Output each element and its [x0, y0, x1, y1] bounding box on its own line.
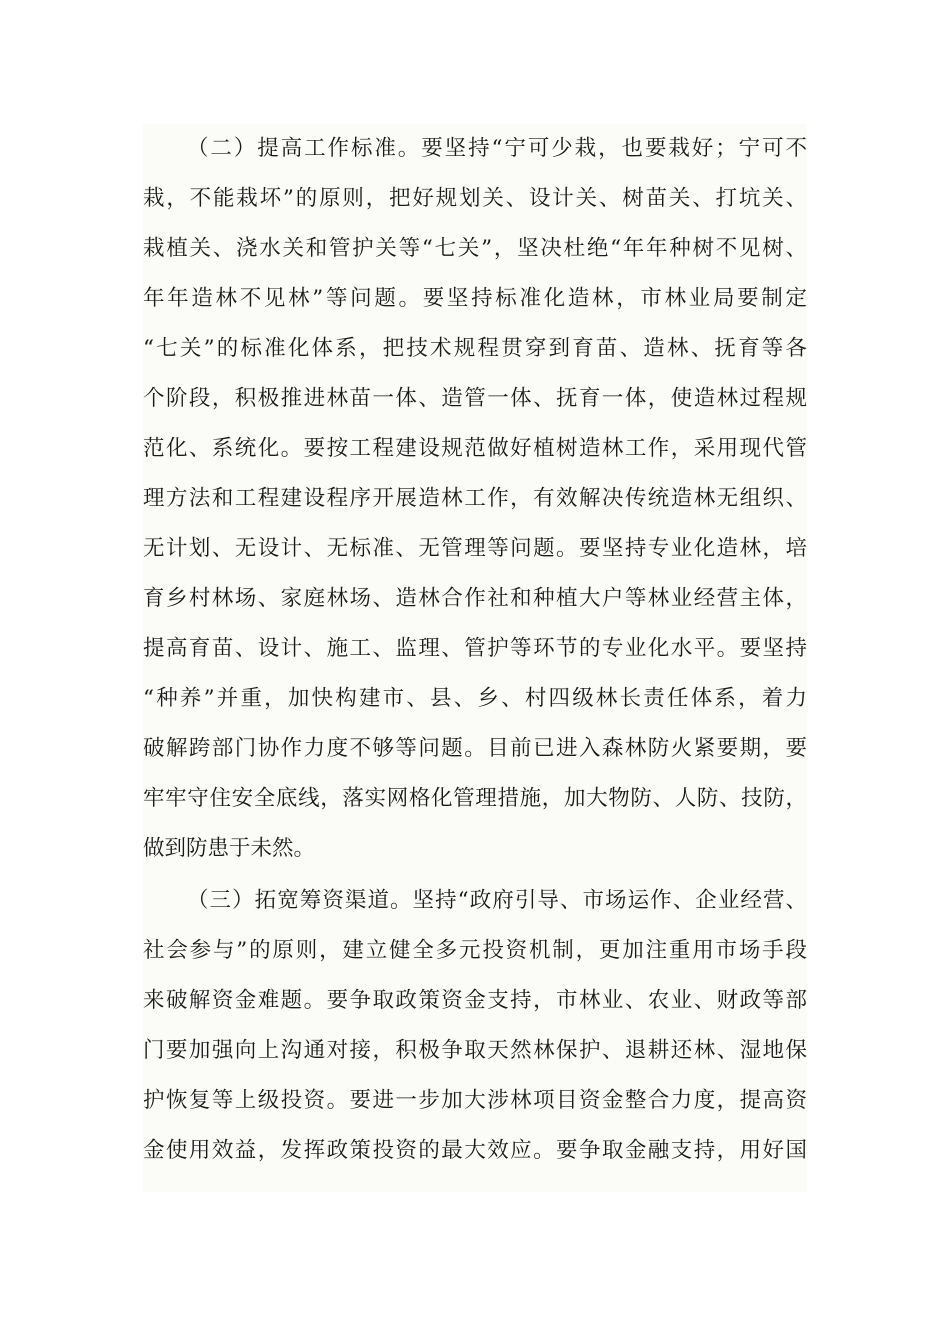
text-line: 栽植关、浇水关和管护关等“七关”，坚决杜绝“年年种树不见树、 — [143, 236, 807, 261]
paragraph-expand-funding — [143, 876, 807, 1192]
paragraph-improve-standards — [143, 124, 807, 876]
text-line: 门要加强向上沟通对接，积极争取天然林保护、退耕还林、湿地保 — [143, 1038, 807, 1063]
text-line: “七关”的标准化体系，把技术规程贯穿到育苗、造林、抚育等各 — [143, 336, 807, 361]
text-line: 牢牢守住安全底线，落实网格化管理措施，加大物防、人防、技防， — [143, 786, 807, 811]
text-line: 金使用效益，发挥政策投资的最大效应。要争取金融支持，用好国 — [143, 1138, 807, 1163]
text-line: 提高育苗、设计、施工、监理、管护等环节的专业化水平。要坚持 — [143, 636, 807, 661]
text-line: “种养”并重，加快构建市、县、乡、村四级林长责任体系，着力 — [143, 686, 807, 711]
text-line: （三）拓宽筹资渠道。坚持“政府引导、市场运作、企业经营、 — [187, 888, 807, 913]
text-line: （二）提高工作标准。要坚持“宁可少栽，也要栽好；宁可不 — [187, 136, 807, 161]
text-line: 年年造林不见林”等问题。要坚持标准化造林，市林业局要制定 — [143, 286, 807, 311]
text-line: 来破解资金难题。要争取政策资金支持，市林业、农业、财政等部 — [143, 988, 807, 1013]
text-line: 育乡村林场、家庭林场、造林合作社和种植大户等林业经营主体， — [143, 586, 807, 611]
text-line: 栽，不能栽坏”的原则，把好规划关、设计关、树苗关、打坑关、 — [143, 186, 807, 211]
text-line: 破解跨部门协作力度不够等问题。目前已进入森林防火紧要期，要 — [143, 736, 807, 761]
text-line: 个阶段，积极推进林苗一体、造管一体、抚育一体，使造林过程规 — [143, 386, 807, 411]
text-line: 理方法和工程建设程序开展造林工作，有效解决传统造林无组织、 — [143, 486, 807, 511]
text-line: 范化、系统化。要按工程建设规范做好植树造林工作，采用现代管 — [143, 436, 807, 461]
text-line: 无计划、无设计、无标准、无管理等问题。要坚持专业化造林，培 — [143, 536, 807, 561]
text-line: 社会参与”的原则，建立健全多元投资机制，更加注重用市场手段 — [143, 938, 807, 963]
text-line: 做到防患于未然。 — [143, 836, 316, 861]
text-line: 护恢复等上级投资。要进一步加大涉林项目资金整合力度，提高资 — [143, 1088, 807, 1113]
